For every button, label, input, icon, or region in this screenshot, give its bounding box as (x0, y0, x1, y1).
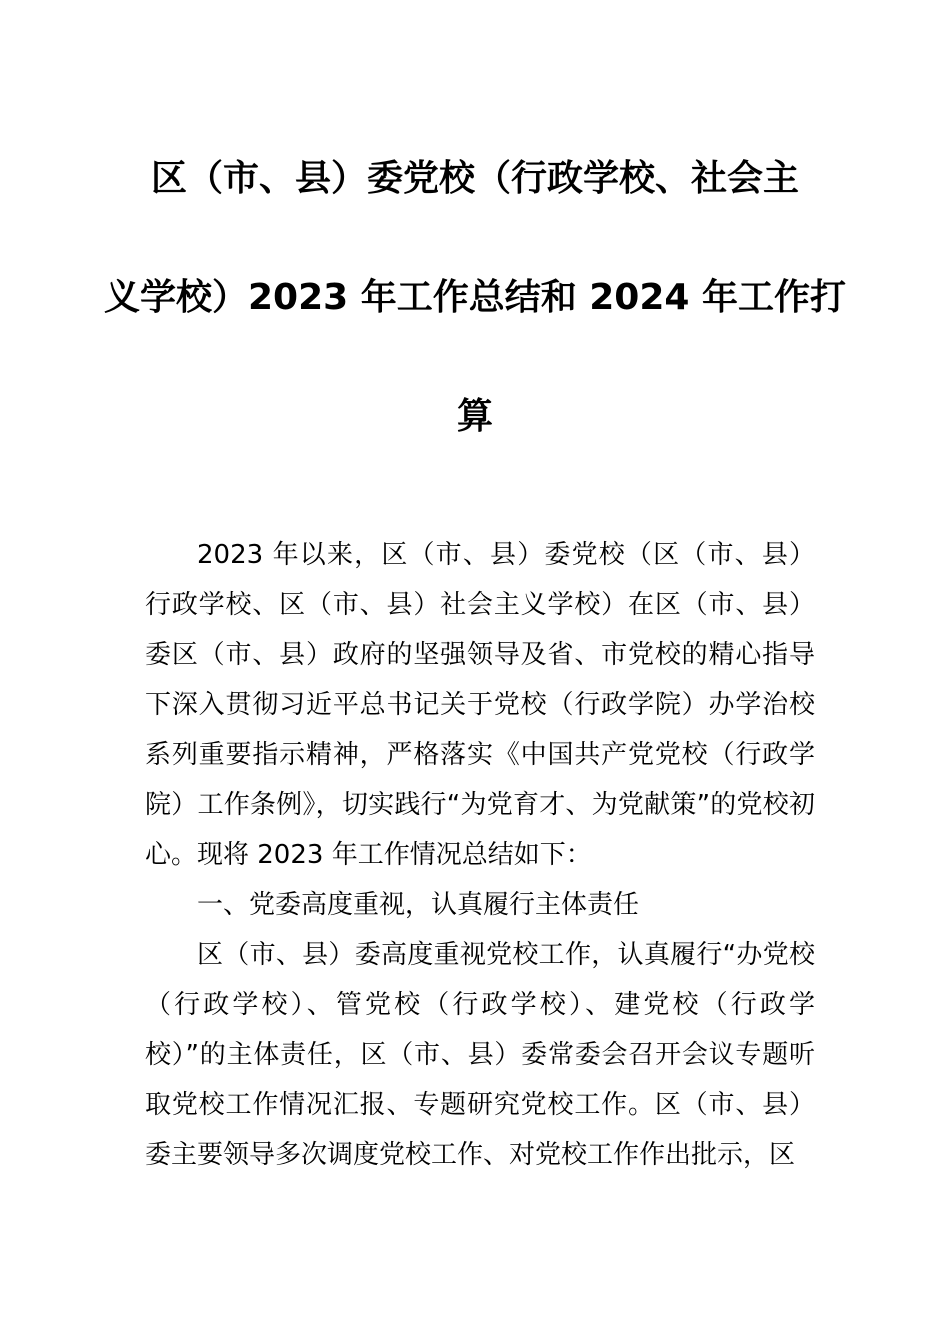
body-text (145, 530, 815, 1180)
paragraph-intro: 2023 年以来，区（市、县）委党校（区（市、县）行政学校、区（市、县）社会主义学校）在区（市、县）委区（市、县）政府的坚强领导及省、市党校的精心指导下深入贯彻习近平总书记关于党校（行政学院）办学治校系列重要指示精神，严格落实《中国共产党党校（行政学院）工作条例》，切实践行“为党育才、为党献策”的党校初心。现将 2023 年工作情况总结如下： (145, 540, 815, 870)
paragraph-section-1: 区（市、县）委高度重视党校工作，认真履行“办党校（行政学校）、管党校（行政学校）、建党校（行政学校）”的主体责任，区（市、县）委常委会召开会议专题听取党校工作情况汇报、专题研究党校工作。区（市、县）委主要领导多次调度党校工作、对党校工作作出批示，区 (145, 940, 815, 1170)
title-line-3: 算 (456, 396, 493, 437)
title-line-1: 区（市、县）委党校（行政学校、社会主 (150, 158, 799, 199)
section-heading-1: 一、党委高度重视，认真履行主体责任 (197, 890, 640, 920)
title-line-2: 义学校）2023 年工作总结和 2024 年工作打 (104, 277, 846, 318)
